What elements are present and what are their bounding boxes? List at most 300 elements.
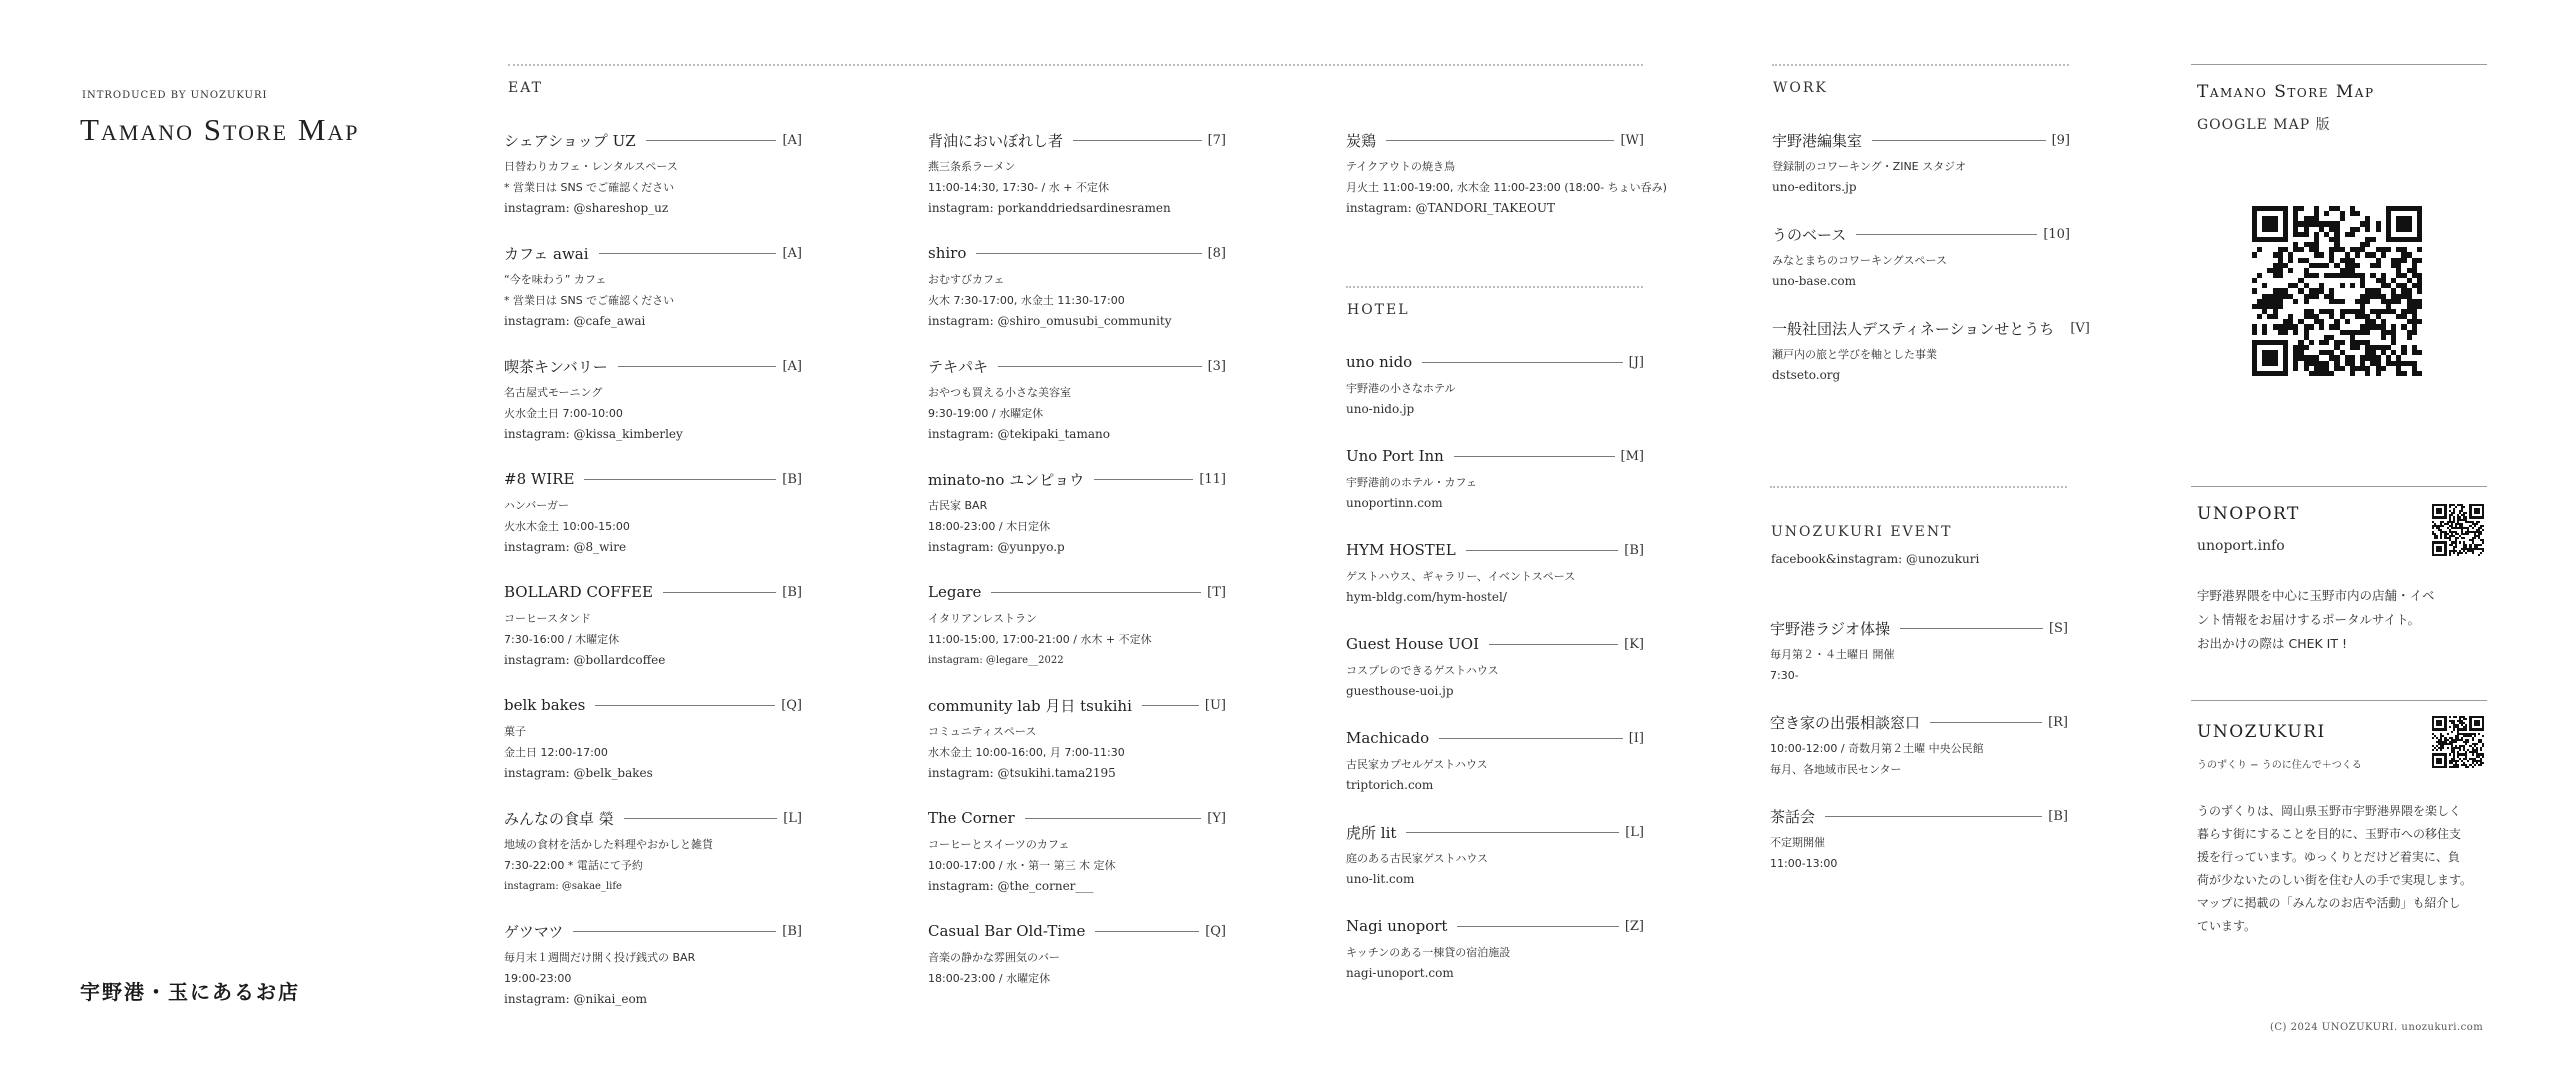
list-item <box>1346 538 1644 632</box>
entry-rule <box>1406 832 1619 833</box>
entry-detail: 瀬戸内の旅と学びを軸とした事業 <box>1772 348 1937 361</box>
list-item <box>928 919 1226 1032</box>
entry-body <box>928 269 1226 332</box>
entry-rule <box>1073 140 1202 141</box>
entry-rule <box>976 253 1201 254</box>
entry-detail: 11:00-15:00, 17:00-21:00 / 水木 + 不定休 <box>928 633 1152 646</box>
entry-detail: 11:00-14:30, 17:30- / 水 + 不定休 <box>928 181 1109 194</box>
entry-name: Legare <box>928 583 982 601</box>
entry-header <box>1346 350 1644 374</box>
list-item <box>1346 444 1644 538</box>
map-code: [R] <box>2048 714 2068 730</box>
entry-detail: みなとまちのコワーキングスペース <box>1772 254 1948 267</box>
entry-body <box>1346 754 1644 796</box>
entry-name: uno nido <box>1346 353 1413 371</box>
entry-link[interactable]: instagram: @bollardcoffee <box>504 653 666 667</box>
entry-link[interactable]: instagram: @yunpyo.p <box>928 540 1065 554</box>
map-code: [W] <box>1620 132 1644 148</box>
unoport-title: UNOPORT <box>2197 504 2300 524</box>
entry-link[interactable]: instagram: @shareshop_uz <box>504 201 669 215</box>
paragraph-line: マップに掲載の「みんなのお店や活動」も紹介し <box>2197 896 2461 910</box>
eat-heading: EAT <box>508 80 543 96</box>
list-item <box>1770 616 2068 710</box>
list-item <box>504 128 802 241</box>
entry-rule <box>1454 456 1615 457</box>
map-code: [J] <box>1628 354 1644 370</box>
entry-body <box>1770 738 2068 780</box>
entry-link[interactable]: nagi-unoport.com <box>1346 966 1454 980</box>
entry-detail: 音楽の静かな雰囲気のバー <box>928 951 1060 964</box>
entry-header <box>1772 222 2070 246</box>
list-item <box>504 919 802 1032</box>
entry-header <box>1346 726 1644 750</box>
entry-detail: ハンバーガー <box>504 499 570 512</box>
entry-detail: 毎月、各地域市民センター <box>1770 763 1902 776</box>
entry-rule <box>1872 140 2046 141</box>
entry-body <box>1772 344 2070 386</box>
list-item <box>504 354 802 467</box>
entry-header <box>1346 914 1644 938</box>
qr-module <box>2482 766 2484 768</box>
entry-body <box>1346 660 1644 702</box>
entry-detail: キッチンのある一棟貸の宿泊施設 <box>1346 946 1511 959</box>
entry-header <box>504 806 802 830</box>
entry-link[interactable]: instagram: @tekipaki_tamano <box>928 427 1110 441</box>
entry-body <box>1346 472 1644 514</box>
list-item <box>1770 710 2068 804</box>
paragraph-line: 暮らす街にすることを目的に、玉野市への移住支 <box>2197 827 2462 841</box>
map-code: [K] <box>1624 636 1644 652</box>
entry-rule <box>998 366 1202 367</box>
entry-header <box>1772 128 2070 152</box>
entry-header <box>1770 804 2068 828</box>
entry-name: The Corner <box>928 809 1015 827</box>
entry-detail: 9:30-19:00 / 水曜定休 <box>928 407 1044 420</box>
entry-name: Machicado <box>1346 729 1430 747</box>
entry-body <box>504 721 802 784</box>
entry-body <box>1346 378 1644 420</box>
entry-body <box>504 947 802 1010</box>
entry-name: みんなの食卓 榮 <box>504 809 614 828</box>
qr-code-icon[interactable] <box>2432 504 2484 556</box>
map-code: [L] <box>1625 824 1644 840</box>
entry-header <box>1346 538 1644 562</box>
entry-header <box>504 354 802 378</box>
map-code: [B] <box>782 471 802 487</box>
list-item <box>1772 316 2090 410</box>
entry-detail: 19:00-23:00 <box>504 972 572 985</box>
entry-name: Casual Bar Old-Time <box>928 922 1086 940</box>
entry-detail: 燕三条系ラーメン <box>928 160 1016 173</box>
map-code: [V] <box>2070 320 2090 336</box>
entry-body <box>928 834 1226 897</box>
list-item <box>504 693 802 806</box>
entry-detail: “今を味わう” カフェ <box>504 273 607 286</box>
entry-rule <box>1095 931 1199 932</box>
entry-header <box>928 241 1226 265</box>
entry-link[interactable]: uno-nido.jp <box>1346 402 1415 416</box>
qr-code-icon[interactable] <box>2432 716 2484 768</box>
entry-rule <box>573 931 776 932</box>
map-code: [7] <box>1207 132 1226 148</box>
map-code: [8] <box>1207 245 1226 261</box>
eat-column-2 <box>928 128 1226 1032</box>
entry-link[interactable]: instagram: @tsukihi.tama2195 <box>928 766 1116 780</box>
map-code: [B] <box>782 584 802 600</box>
entry-body <box>1772 156 2070 198</box>
entry-detail: 古民家 BAR <box>928 499 988 512</box>
entry-header <box>504 467 802 491</box>
unoport-link[interactable]: unoport.info <box>2197 538 2285 554</box>
paragraph-line: お出かけの際は CHEK IT ! <box>2197 636 2347 651</box>
entry-header <box>1346 444 1644 468</box>
entry-rule <box>595 705 775 706</box>
entry-link[interactable]: instagram: @cafe_awai <box>504 314 646 328</box>
entry-name: BOLLARD COFFEE <box>504 583 653 601</box>
list-item <box>1346 350 1644 444</box>
map-code: [3] <box>1207 358 1226 374</box>
entry-link[interactable]: guesthouse-uoi.jp <box>1346 684 1454 698</box>
entry-rule <box>1439 738 1623 739</box>
work-heading: WORK <box>1773 80 1828 96</box>
entry-header <box>928 806 1226 830</box>
entry-body <box>1346 566 1644 608</box>
list-item <box>1772 222 2070 316</box>
paragraph-line: ント情報をお届けするポータルサイト。 <box>2197 612 2421 627</box>
entry-link[interactable]: instagram: @shiro_omusubi_community <box>928 314 1172 328</box>
list-item <box>1772 128 2070 222</box>
entry-name: #8 WIRE <box>504 470 575 488</box>
entry-detail: 18:00-23:00 / 木日定休 <box>928 520 1051 533</box>
entry-detail: 18:00-23:00 / 水曜定休 <box>928 972 1051 985</box>
entry-body <box>1346 156 1667 219</box>
entry-name: Guest House UOI <box>1346 635 1479 653</box>
list-item <box>504 806 802 919</box>
entry-header <box>1772 316 2090 340</box>
entry-name: 一般社団法人デスティネーションせとうち <box>1772 319 2055 338</box>
entry-name: belk bakes <box>504 696 586 714</box>
entry-name: 宇野港ラジオ体操 <box>1770 619 1891 638</box>
entry-detail: 地域の食材を活かした料理やおかしと雑貨 <box>504 838 713 851</box>
entry-body <box>504 156 802 219</box>
map-code: [A] <box>782 245 802 261</box>
entry-header <box>928 467 1226 491</box>
entry-name: ゲツマツ <box>504 922 564 941</box>
entry-detail: 毎月第２・４土曜日 開催 <box>1770 648 1895 661</box>
entry-name: Uno Port Inn <box>1346 447 1444 465</box>
paragraph-line: うのずくりは、岡山県玉野市宇野港界隈を楽しく <box>2197 804 2462 818</box>
entry-detail: 月火土 11:00-19:00, 水木金 11:00-23:00 (18:00- ちょい呑み) <box>1346 181 1667 194</box>
entry-header <box>928 580 1226 604</box>
unoport-rule <box>2191 486 2487 487</box>
event-divider <box>1770 486 2067 488</box>
map-subtitle: GOOGLE MAP 版 <box>2197 117 2331 133</box>
entry-rule <box>1457 926 1618 927</box>
entry-rule <box>1489 644 1618 645</box>
entry-body <box>504 608 802 671</box>
entry-detail: コーヒーとスイーツのカフェ <box>928 838 1070 851</box>
eat-column-1 <box>504 128 802 1032</box>
entry-body <box>504 834 802 897</box>
entry-detail: * 営業日は SNS でご確認ください <box>504 294 675 307</box>
entry-body <box>928 721 1226 784</box>
map-code: [11] <box>1199 471 1226 487</box>
entry-detail: ゲストハウス、ギャラリー、イベントスペース <box>1346 570 1576 583</box>
entry-detail: コーヒースタンド <box>504 612 592 625</box>
entry-detail: 登録制のコワーキング・ZINE スタジオ <box>1772 160 1967 173</box>
entry-header <box>504 128 802 152</box>
entry-rule <box>1422 362 1622 363</box>
entry-link[interactable]: triptorich.com <box>1346 778 1434 792</box>
entry-name: Nagi unoport <box>1346 917 1448 935</box>
list-item <box>928 128 1226 241</box>
map-code: [9] <box>2051 132 2070 148</box>
paragraph-line: 援を行っています。ゆっくりとだけど着実に、負 <box>2197 850 2460 864</box>
entry-link[interactable]: uno-base.com <box>1772 274 1856 288</box>
entry-header <box>928 354 1226 378</box>
entry-header <box>1346 632 1644 656</box>
page-title: Tamano Store Map <box>80 112 360 147</box>
event-contact: facebook&instagram: @unozukuri <box>1771 552 1980 566</box>
paragraph-line: 宇野港界隈を中心に玉野市内の店舗・イベ <box>2197 588 2435 603</box>
map-code: [A] <box>782 132 802 148</box>
entry-detail: 10:00-12:00 / 奇数月第２土曜 中央公民館 <box>1770 742 1984 755</box>
entry-detail: 10:00-17:00 / 水・第一 第三 木 定休 <box>928 859 1116 872</box>
entry-link[interactable]: instagram: porkanddriedsardinesramen <box>928 201 1171 215</box>
entry-rule <box>599 253 777 254</box>
entry-rule <box>584 479 776 480</box>
entry-link[interactable]: unoportinn.com <box>1346 496 1443 510</box>
entry-header <box>504 693 802 717</box>
entry-header <box>1770 616 2068 640</box>
entry-rule <box>646 140 777 141</box>
entry-detail: 水木金土 10:00-16:00, 月 7:00-11:30 <box>928 746 1125 759</box>
list-item <box>928 806 1226 919</box>
entry-detail: 庭のある古民家ゲストハウス <box>1346 852 1489 865</box>
entry-detail: 火木 7:30-17:00, 水金土 11:30-17:00 <box>928 294 1125 307</box>
entry-rule <box>618 366 777 367</box>
unozukuri-subtitle: うのずくり − うのに住んで＋つくる <box>2197 760 2362 771</box>
map-code: [Q] <box>781 697 802 713</box>
entry-name: シェアショップ UZ <box>504 131 636 150</box>
entry-name: 空き家の出張相談窓口 <box>1770 713 1921 732</box>
entry-detail: 不定期開催 <box>1770 836 1825 849</box>
list-item <box>504 467 802 580</box>
entry-link[interactable]: instagram: @TANDORI_TAKEOUT <box>1346 201 1555 215</box>
entry-rule <box>1094 479 1193 480</box>
entry-detail: 金土日 12:00-17:00 <box>504 746 608 759</box>
entry-rule <box>1386 140 1614 141</box>
entry-detail: 11:00-13:00 <box>1770 857 1838 870</box>
entry-link[interactable]: instagram: @legare__2022 <box>928 655 1064 666</box>
map-code: [10] <box>2043 226 2070 242</box>
list-item <box>1346 820 1644 914</box>
sidebar-top-rule <box>2191 64 2487 65</box>
entry-name: 宇野港編集室 <box>1772 131 1863 150</box>
unozukuri-title: UNOZUKURI <box>2197 722 2326 742</box>
entry-name: minato-no ユンピョウ <box>928 470 1085 489</box>
map-code: [Z] <box>1624 918 1644 934</box>
entry-body <box>928 608 1226 671</box>
list-item <box>504 580 802 693</box>
list-item <box>928 354 1226 467</box>
entry-link[interactable]: hym-bldg.com/hym-hostel/ <box>1346 590 1507 604</box>
entry-rule <box>1930 722 2042 723</box>
entry-name: 茶話会 <box>1770 807 1816 826</box>
entry-link[interactable]: instagram: @kissa_kimberley <box>504 427 683 441</box>
entry-link[interactable]: uno-lit.com <box>1346 872 1415 886</box>
unozukuri-rule <box>2191 700 2487 701</box>
list-item <box>1346 128 1667 241</box>
entry-header <box>928 919 1226 943</box>
unoport-description <box>2197 584 2487 656</box>
paragraph-line: 荷が少ないたのしい街を住む人の手で実現します。 <box>2197 873 2473 887</box>
list-item <box>1346 914 1644 1008</box>
qr-module <box>2482 554 2484 556</box>
entry-header <box>1346 820 1644 844</box>
jp-subtitle: 宇野港・玉にあるお店 <box>80 980 300 1004</box>
entry-detail: * 営業日は SNS でご確認ください <box>504 181 675 194</box>
list-item <box>928 467 1226 580</box>
entry-name: community lab 月日 tsukihi <box>928 696 1132 715</box>
map-code: [Q] <box>1205 923 1226 939</box>
entry-body <box>504 495 802 558</box>
list-item <box>928 241 1226 354</box>
entry-body <box>504 269 802 332</box>
map-code: [M] <box>1620 448 1644 464</box>
entry-name: shiro <box>928 244 967 262</box>
entry-rule <box>624 818 777 819</box>
entry-detail: イタリアンレストラン <box>928 612 1037 625</box>
list-item <box>928 693 1226 806</box>
map-code: [L] <box>783 810 802 826</box>
work-column <box>1772 128 2090 410</box>
hotel-divider <box>1346 286 1643 288</box>
unozukuri-description <box>2197 800 2489 938</box>
map-code: [B] <box>782 923 802 939</box>
entry-rule <box>991 592 1201 593</box>
entry-name: 背油においぼれし者 <box>928 131 1064 150</box>
entry-rule <box>1856 234 2037 235</box>
entry-rule <box>1825 816 2042 817</box>
entry-body <box>504 382 802 445</box>
map-code: [T] <box>1207 584 1226 600</box>
entry-body <box>928 382 1226 445</box>
entry-name: HYM HOSTEL <box>1346 541 1456 559</box>
entry-name: 喫茶キンバリー <box>504 357 608 376</box>
entry-body <box>1772 250 2070 292</box>
entry-link[interactable]: instagram: @sakae_life <box>504 881 622 892</box>
map-code: [U] <box>1204 697 1226 713</box>
entry-detail: 名古屋式モーニング <box>504 386 603 399</box>
entry-detail: 宇野港の小さなホテル <box>1346 382 1456 395</box>
entry-header <box>928 693 1226 717</box>
event-heading: UNOZUKURI EVENT <box>1771 524 1953 540</box>
entry-body <box>928 495 1226 558</box>
entry-link[interactable]: instagram: @belk_bakes <box>504 766 653 780</box>
qr-module <box>2417 371 2422 376</box>
entry-name: うのベース <box>1772 225 1847 244</box>
entry-rule <box>663 592 776 593</box>
entry-rule <box>1142 705 1199 706</box>
entry-header <box>504 580 802 604</box>
work-divider <box>1772 64 2069 66</box>
entry-detail: 火水木金土 10:00-15:00 <box>504 520 630 533</box>
entry-name: カフェ awai <box>504 244 589 263</box>
eat-column-3 <box>1346 128 1667 241</box>
eat-divider <box>508 64 1643 66</box>
intro-label: INTRODUCED BY UNOZUKURI <box>82 90 268 101</box>
qr-code-icon[interactable] <box>2252 206 2422 376</box>
list-item <box>928 580 1226 693</box>
entry-detail: 7:30-16:00 / 木曜定休 <box>504 633 620 646</box>
hotel-heading: HOTEL <box>1347 302 1410 318</box>
list-item <box>504 241 802 354</box>
list-item <box>1346 632 1644 726</box>
entry-body <box>1770 644 2068 686</box>
entry-link[interactable]: uno-editors.jp <box>1772 180 1857 194</box>
entry-header <box>1770 710 2068 734</box>
map-code: [B] <box>1624 542 1644 558</box>
entry-detail: おむすびカフェ <box>928 273 1005 286</box>
entry-link[interactable]: instagram: @8_wire <box>504 540 627 554</box>
entry-rule <box>1025 818 1202 819</box>
entry-detail: 日替わりカフェ・レンタルスペース <box>504 160 678 173</box>
entry-detail: 宇野港前のホテル・カフェ <box>1346 476 1477 489</box>
entry-detail: コスプレのできるゲストハウス <box>1346 664 1499 677</box>
entry-detail: 7:30- <box>1770 669 1799 682</box>
entry-detail: 毎月末１週間だけ開く投げ銭式の BAR <box>504 951 696 964</box>
entry-header <box>504 919 802 943</box>
entry-detail: 古民家カプセルゲストハウス <box>1346 758 1488 771</box>
entry-link[interactable]: dstseto.org <box>1772 368 1841 382</box>
entry-detail: 火水金土日 7:00-10:00 <box>504 407 623 420</box>
entry-detail: 菓子 <box>504 725 526 738</box>
entry-detail: 7:30-22:00 * 電話にて予約 <box>504 859 643 872</box>
hotel-column <box>1346 350 1644 1008</box>
map-code: [B] <box>2048 808 2068 824</box>
entry-header <box>928 128 1226 152</box>
event-column <box>1770 616 2068 898</box>
entry-detail: コミュニティスペース <box>928 725 1037 738</box>
entry-body <box>1346 848 1644 890</box>
entry-link[interactable]: instagram: @the_corner___ <box>928 879 1094 893</box>
entry-name: テキパキ <box>928 357 989 376</box>
entry-detail: テイクアウトの焼き鳥 <box>1346 160 1456 173</box>
entry-name: 虎所 lit <box>1346 823 1397 842</box>
entry-link[interactable]: instagram: @nikai_eom <box>504 992 648 1006</box>
map-code: [I] <box>1628 730 1644 746</box>
entry-name: 炭鶏 <box>1346 131 1377 150</box>
entry-body <box>928 947 1226 989</box>
entry-rule <box>1466 550 1619 551</box>
entry-header <box>504 241 802 265</box>
list-item <box>1346 726 1644 820</box>
map-code: [A] <box>782 358 802 374</box>
map-title: Tamano Store Map <box>2197 82 2375 102</box>
paragraph-line: ています。 <box>2197 919 2257 933</box>
copyright: (C) 2024 UNOZUKURI. unozukuri.com <box>2270 1022 2484 1033</box>
map-code: [Y] <box>1207 810 1226 826</box>
entry-header <box>1346 128 1644 152</box>
entry-rule <box>1900 628 2043 629</box>
entry-body <box>1346 942 1644 984</box>
entry-body <box>928 156 1226 219</box>
list-item <box>1770 804 2068 898</box>
entry-body <box>1770 832 2068 874</box>
map-code: [S] <box>2048 620 2068 636</box>
entry-detail: おやつも買える小さな美容室 <box>928 386 1071 399</box>
